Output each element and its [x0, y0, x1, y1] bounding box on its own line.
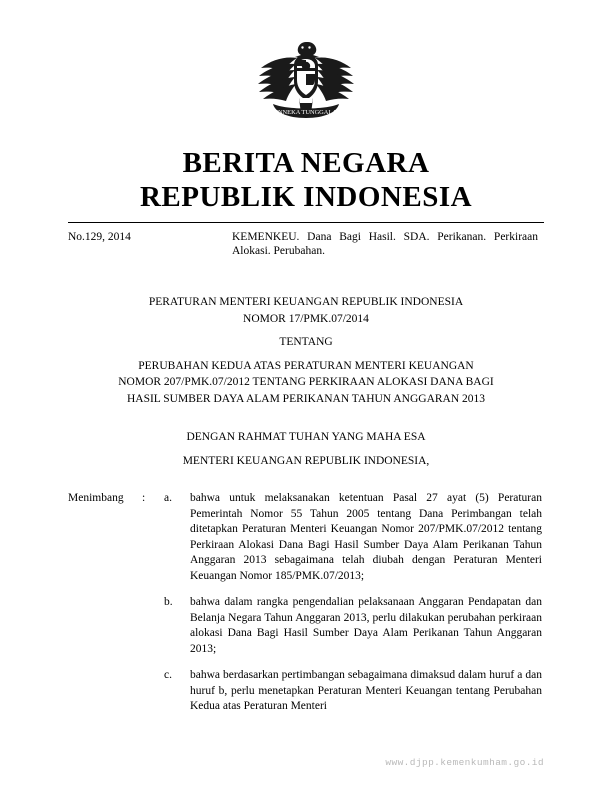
- header-divider: [68, 222, 544, 223]
- list-item-text: bahwa berdasarkan pertimbangan sebagaimana dimaksud dalam huruf a dan huruf b, perlu menetapkan Peraturan Menteri Keuangan tentang Perubahan Kedua atas Peraturan Menteri: [190, 669, 542, 712]
- title-line-3: TENTANG: [279, 336, 333, 348]
- list-item: [164, 595, 544, 657]
- title-spacer-2: [68, 351, 544, 358]
- title-line-4: PERUBAHAN KEDUA ATAS PERATURAN MENTERI KEUANGAN: [138, 359, 474, 372]
- invocation-spacer: [68, 446, 544, 453]
- title-line-1: PERATURAN MENTERI KEUANGAN REPUBLIK INDONESIA: [148, 296, 464, 308]
- footer-watermark-url: www.djpp.kemenkumham.go.id: [385, 757, 544, 768]
- considering-row: [68, 491, 544, 726]
- issue-line: [68, 230, 544, 258]
- emblem-container: [68, 0, 544, 146]
- title-line-5: NOMOR 207/PMK.07/2012 TENTANG PERKIRAAN ALOKASI DANA BAGI: [118, 376, 494, 388]
- title-line-2: NOMOR 17/PMK.07/2014: [243, 312, 369, 325]
- regulation-title-block: [68, 294, 544, 407]
- invocation-line-1: DENGAN RAHMAT TUHAN YANG MAHA ESA: [186, 431, 426, 443]
- considering-section: [68, 491, 544, 726]
- list-item-text: bahwa dalam rangka pengendalian pelaksanaan Anggaran Pendapatan dan Belanja Negara Tahun Anggaran 2013, perlu dilakukan perubahan perkiraan alokasi Dana Bagi Hasil Sumber Daya Alam Perikanan Tahun Anggaran 2013;: [190, 596, 542, 655]
- masthead: [68, 146, 544, 214]
- garuda-pancasila-emblem: [247, 38, 365, 131]
- considering-items: [164, 491, 544, 726]
- title-line-6: HASIL SUMBER DAYA ALAM PERIKANAN TAHUN ANGGARAN 2013: [126, 392, 486, 405]
- issue-subject: KEMENKEU. Dana Bagi Hasil. SDA. Perikanan. Perkiraan Alokasi. Perubahan.: [232, 231, 538, 257]
- masthead-line-1: BERITA NEGARA: [182, 147, 430, 179]
- list-item-marker: c.: [164, 669, 172, 681]
- svg-text:BHINNEKA TUNGGAL IKA: BHINNEKA TUNGGAL IKA: [266, 109, 346, 116]
- list-item: [164, 668, 544, 715]
- invocation-block: [68, 429, 544, 469]
- list-item-marker: a.: [164, 492, 172, 504]
- masthead-line-2: REPUBLIK INDONESIA: [139, 181, 473, 213]
- list-item-text: bahwa untuk melaksanakan ketentuan Pasal 27 ayat (5) Peraturan Pemerintah Nomor 55 Tahun 2005 tentang Dana Perimbangan telah ditetapkan Peraturan Menteri Keuangan Nomor 207/PMK.07/2012 tentang Perkiraan Alokasi Dana Bagi Hasil Sumber Daya Alam Perikanan Tahun Anggaran 2013 sebagaimana telah diubah dengan Peraturan Menteri Keuangan Nomor 185/PMK.07/2013;: [190, 492, 542, 582]
- list-item-marker: b.: [164, 596, 173, 608]
- issue-number: No.129, 2014: [68, 231, 131, 243]
- considering-colon: :: [142, 492, 146, 504]
- considering-label: Menimbang: [68, 492, 124, 504]
- list-item: [164, 491, 544, 584]
- title-spacer-1: [68, 327, 544, 334]
- invocation-line-2: MENTERI KEUANGAN REPUBLIK INDONESIA,: [182, 454, 430, 467]
